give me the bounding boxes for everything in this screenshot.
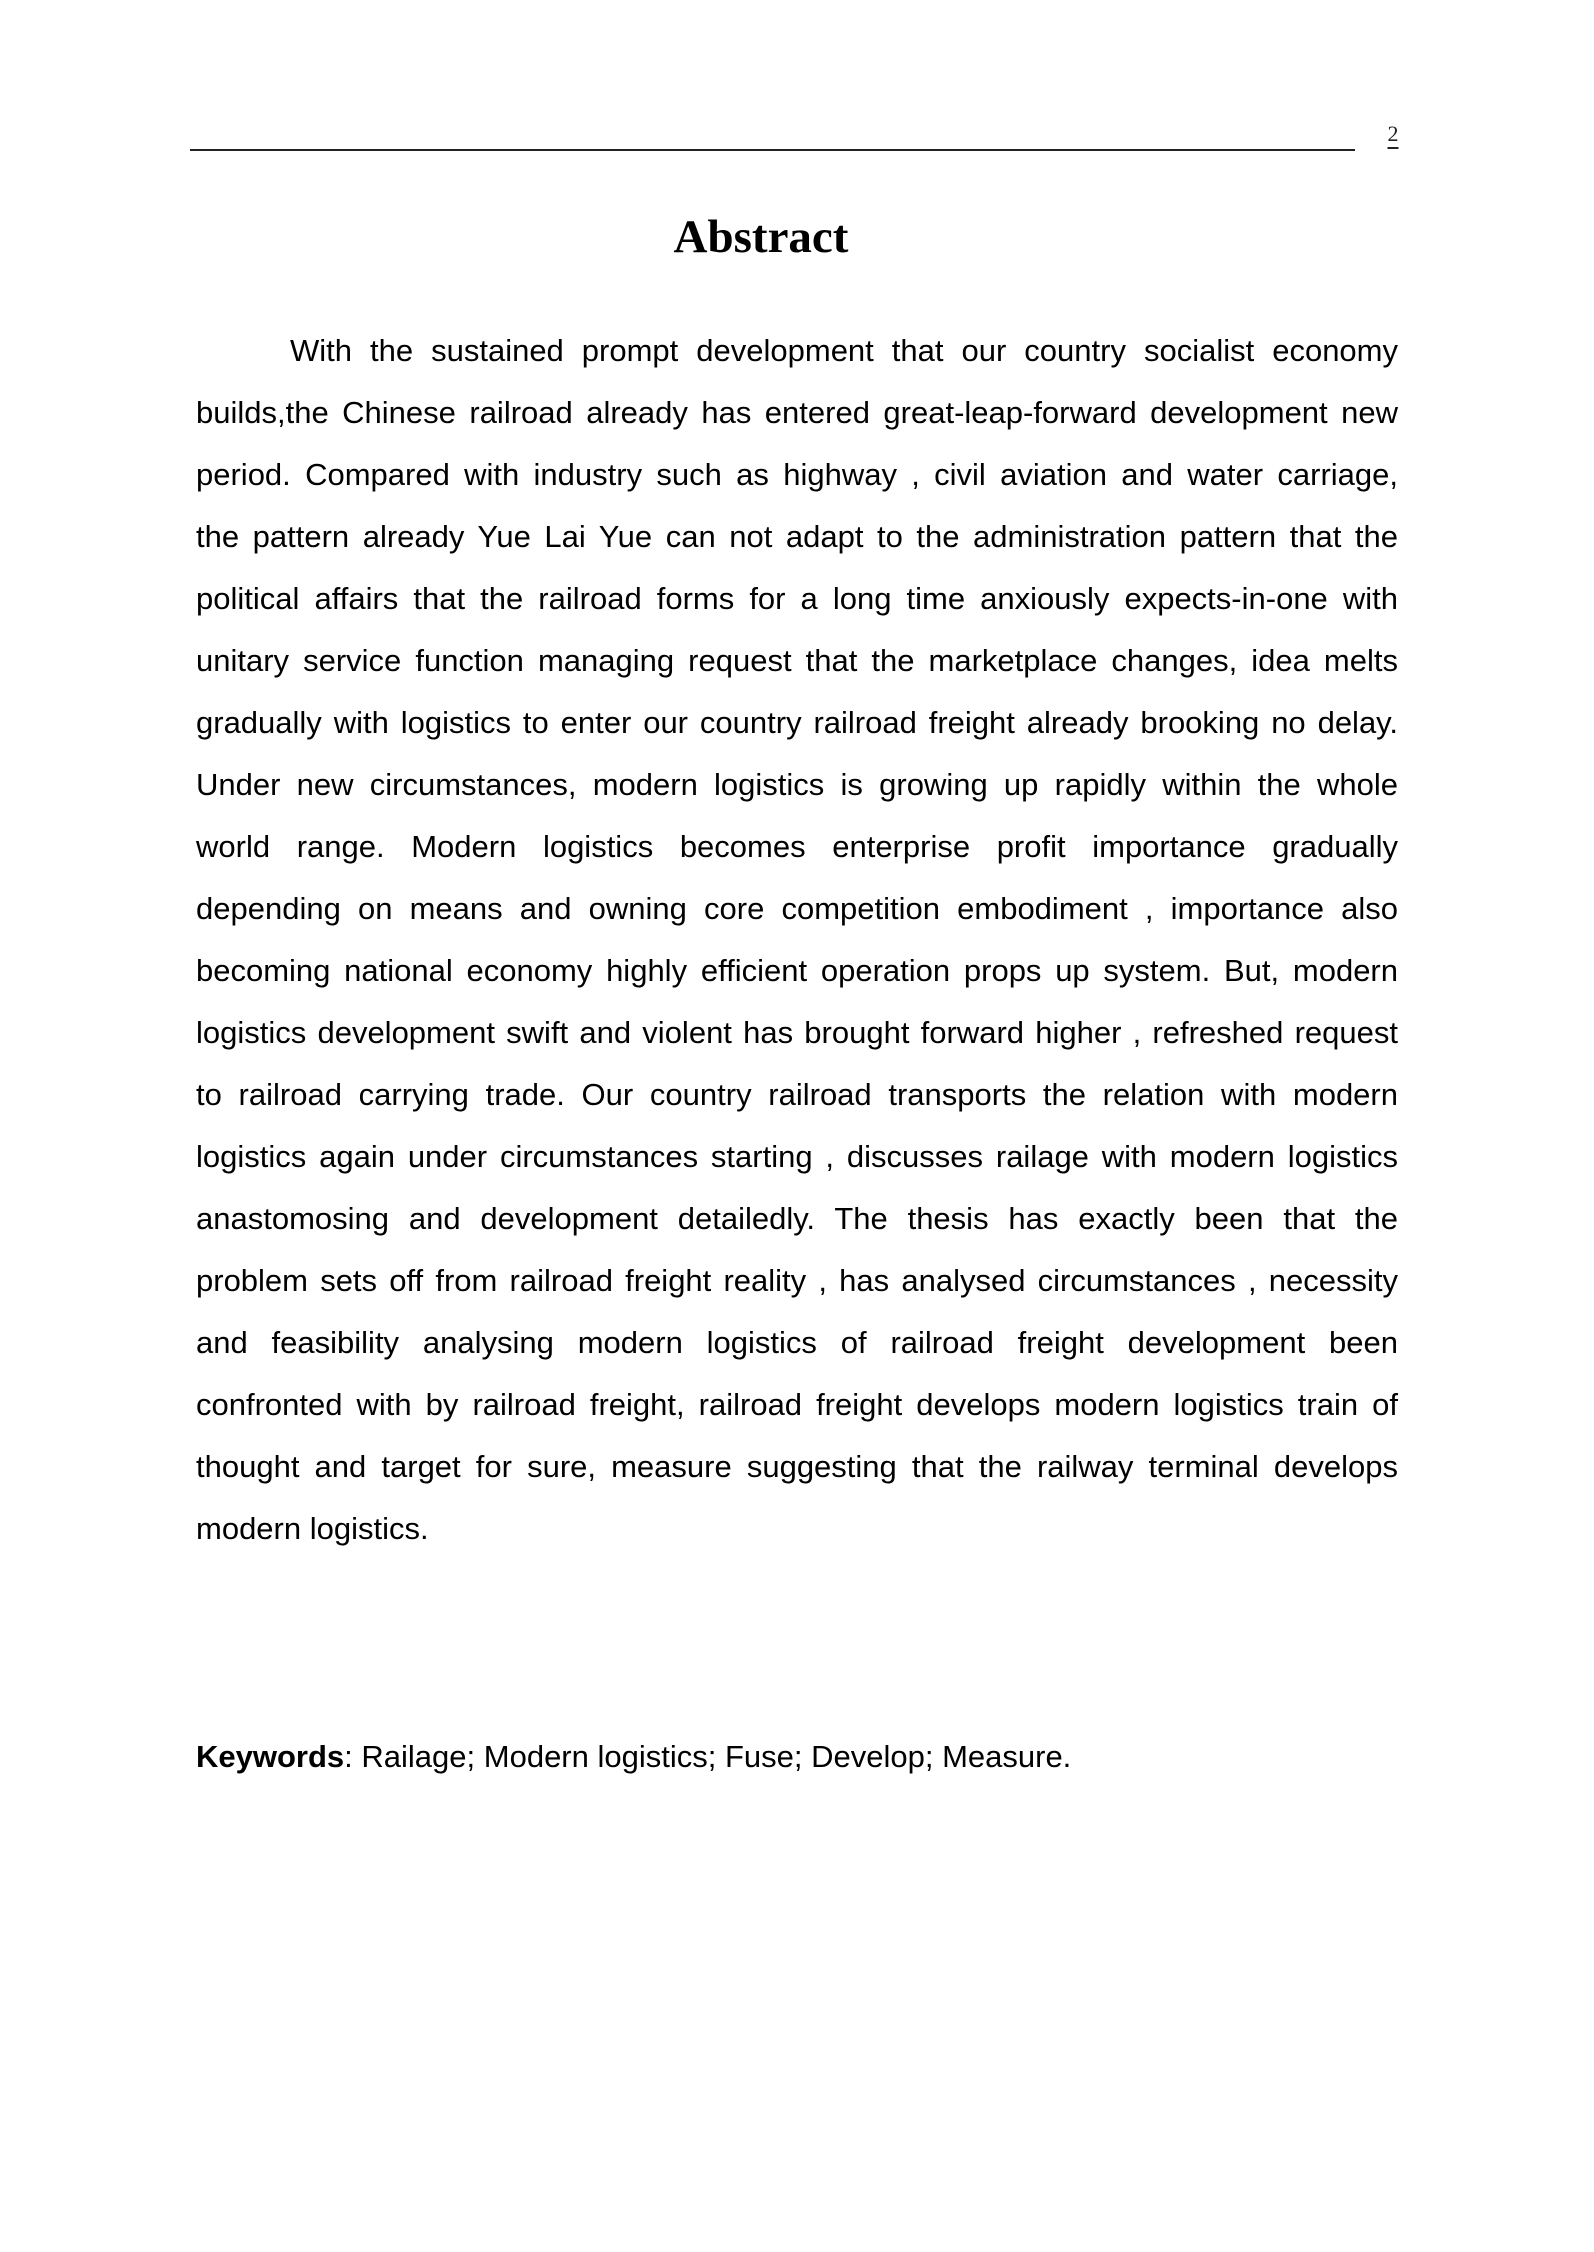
abstract-line: period. Compared with industry such as highway , civil aviation and water carriage, [196,457,1398,492]
abstract-line: political affairs that the railroad forms for a long time anxiously expects-in-one with [196,581,1398,616]
abstract-line: thought and target for sure, measure suggesting that the railway terminal develops [196,1449,1398,1484]
abstract-line: confronted with by railroad freight, railroad freight develops modern logistics train of [196,1387,1398,1422]
keywords [196,1726,1398,1788]
abstract-line: the pattern already Yue Lai Yue can not adapt to the administration pattern that the [196,519,1398,554]
abstract-line: builds,the Chinese railroad already has entered great-leap-forward development new [196,395,1398,430]
abstract-line: gradually with logistics to enter our country railroad freight already brooking no delay. [196,705,1398,740]
abstract-line: modern logistics. [196,1511,429,1546]
abstract-line: and feasibility analysing modern logistics of railroad freight development been [196,1325,1398,1360]
abstract-title-text: Abstract [673,211,849,263]
abstract-line: unitary service function managing request that the marketplace changes, idea melts [196,643,1398,678]
abstract-body [196,320,1398,1560]
abstract-line: depending on means and owning core competition embodiment , importance also [196,891,1398,926]
abstract-line: Under new circumstances, modern logistics is growing up rapidly within the whole [196,767,1398,802]
abstract-line: With the sustained prompt development that our country socialist economy [290,333,1398,368]
abstract-line: problem sets off from railroad freight reality , has analysed circumstances , necessity [196,1263,1398,1298]
abstract-line: becoming national economy highly efficient operation props up system. But, modern [196,953,1398,988]
abstract-title [0,207,1594,267]
abstract-line: logistics development swift and violent has brought forward higher , refreshed request [196,1015,1398,1050]
keywords-value: Railage; Modern logistics; Fuse; Develop; Measure. [352,1739,1072,1774]
keywords-separator: : [344,1739,353,1774]
page-number: 2 [1387,121,1399,146]
header-rule [190,149,1355,151]
abstract-line: anastomosing and development detailedly. The thesis has exactly been that the [196,1201,1398,1236]
keywords-label: Keywords [196,1739,345,1774]
abstract-line: to railroad carrying trade. Our country railroad transports the relation with modern [196,1077,1398,1112]
abstract-line: logistics again under circumstances starting , discusses railage with modern logistics [196,1139,1398,1174]
abstract-line: world range. Modern logistics becomes enterprise profit importance gradually [196,829,1398,864]
